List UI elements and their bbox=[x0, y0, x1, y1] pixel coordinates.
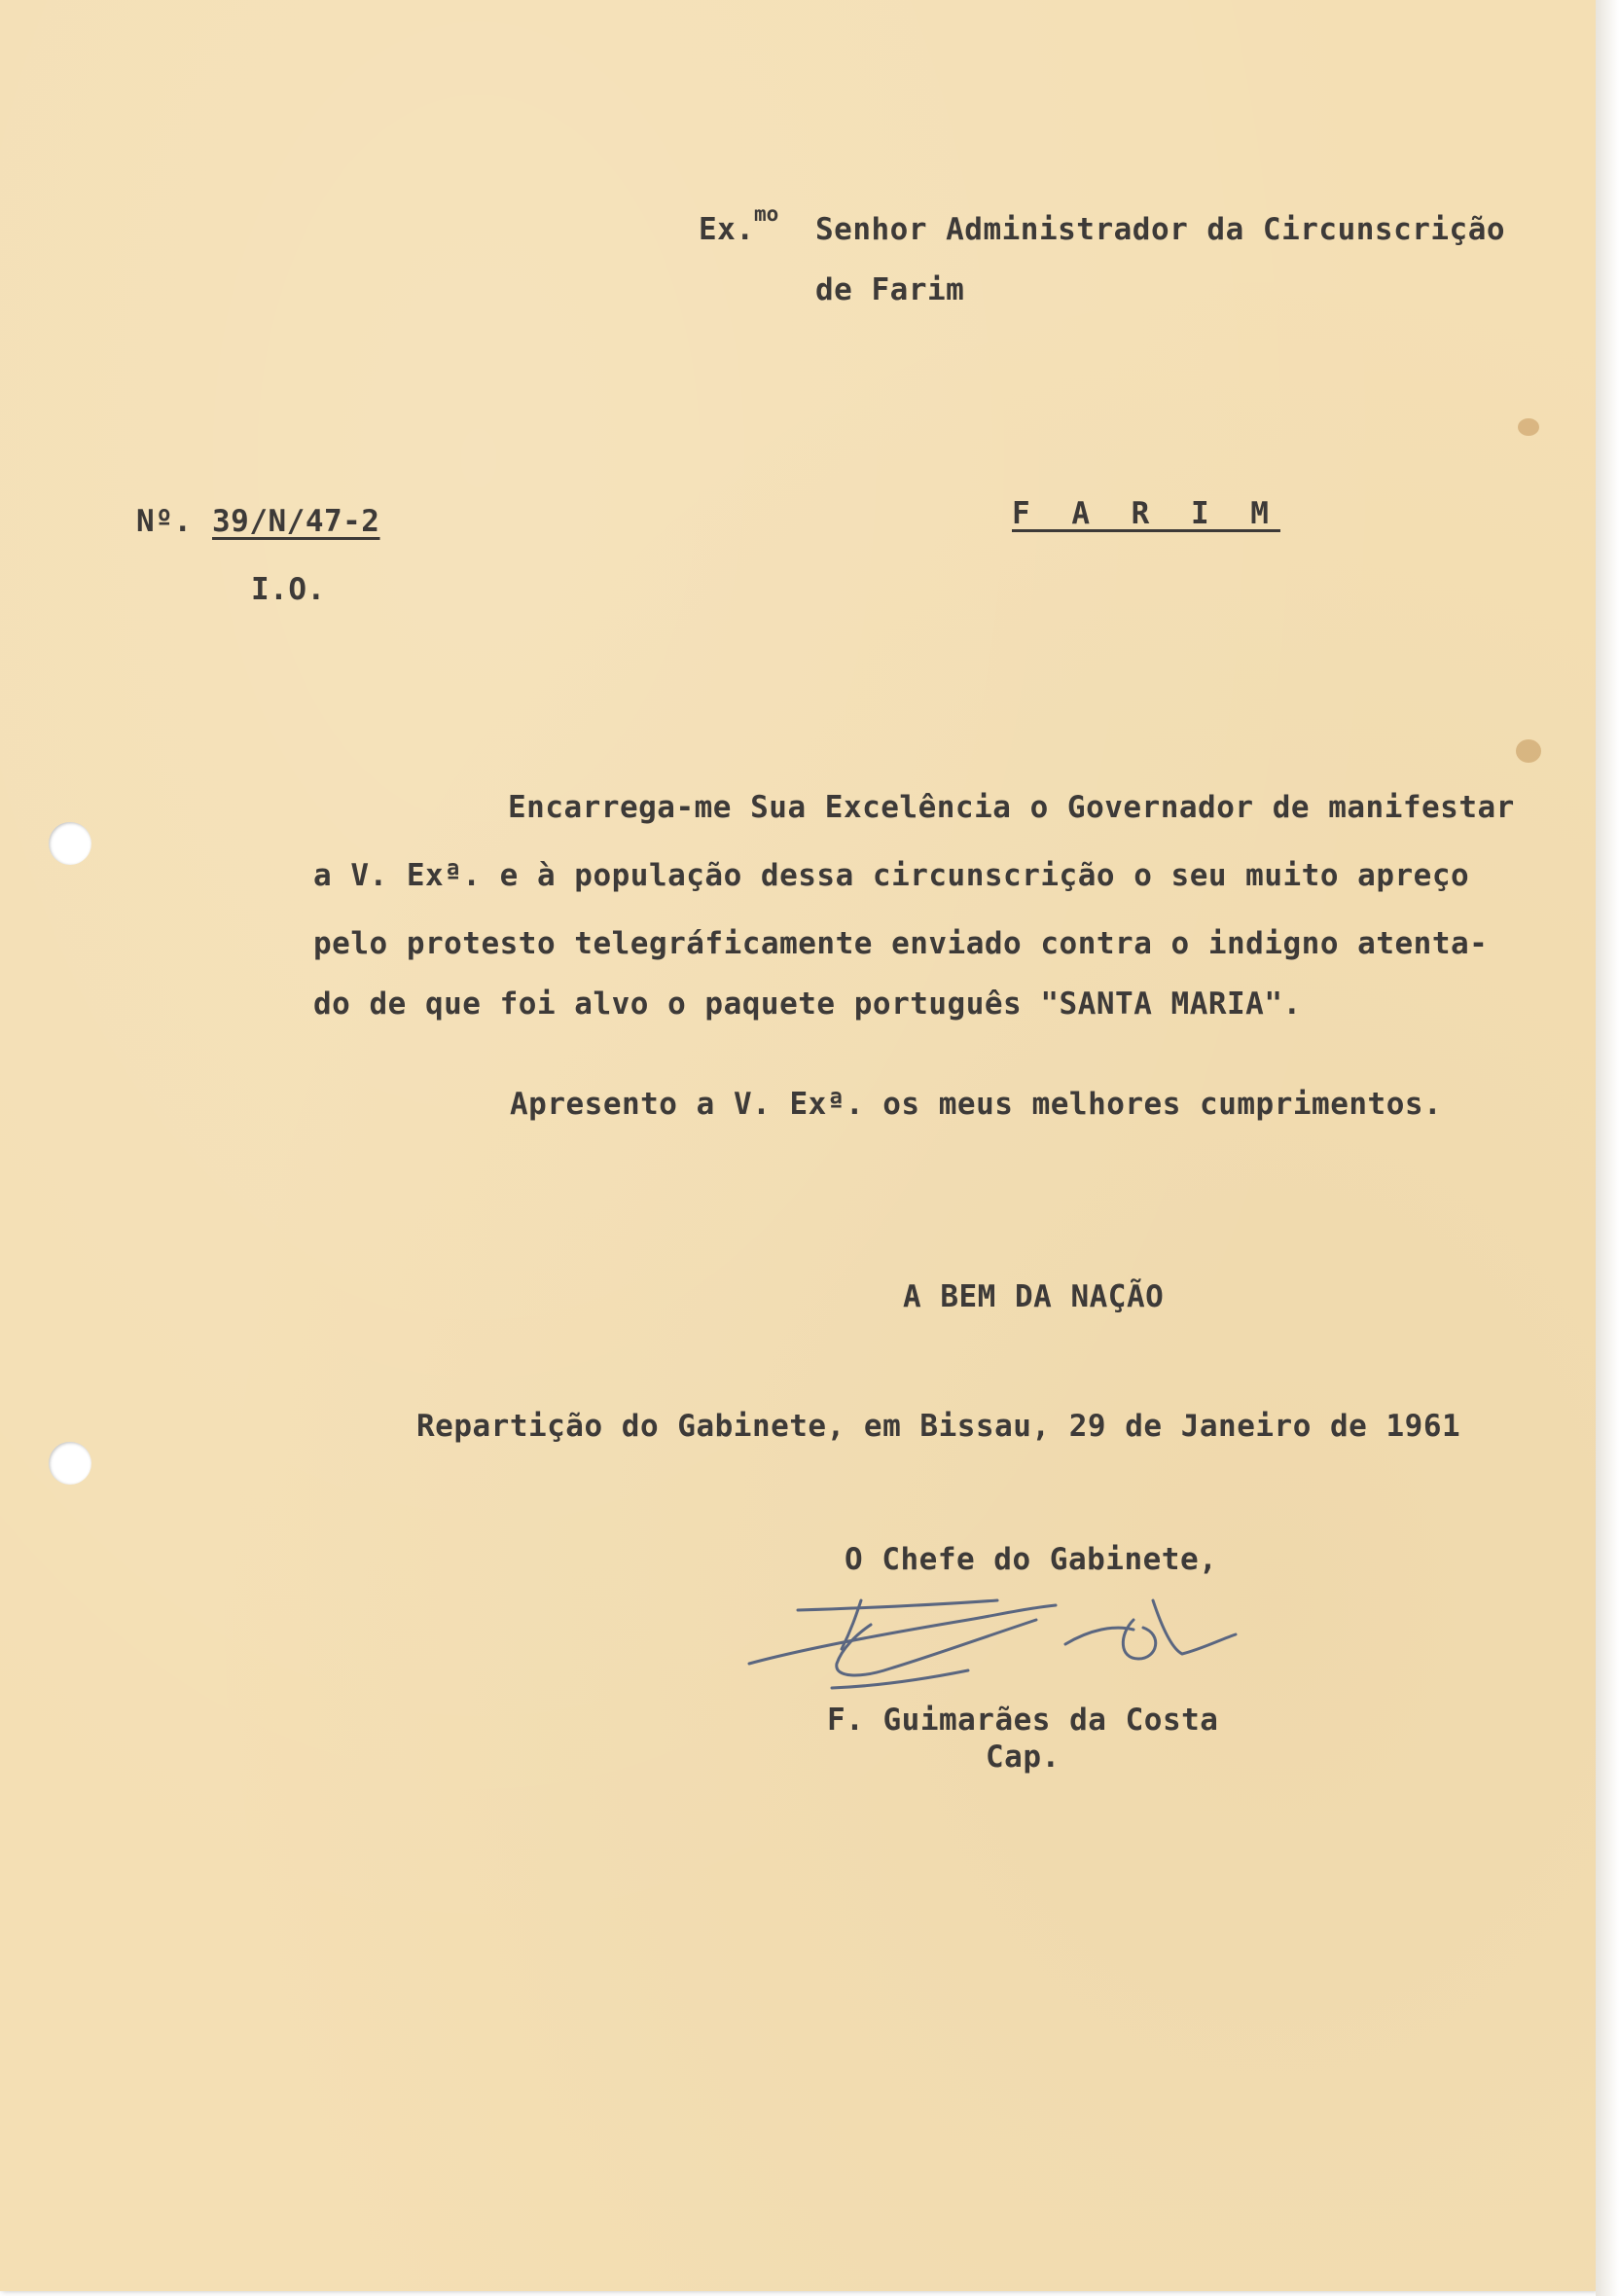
closing-sentence: Apresento a V. Exª. os meus melhores cumprimentos. bbox=[510, 1087, 1443, 1122]
addressee-prefix: Ex. bbox=[699, 212, 755, 247]
addressee-line-2: de Farim bbox=[815, 272, 965, 307]
place-date: Repartição do Gabinete, em Bissau, 29 de Janeiro de 1961 bbox=[416, 1409, 1461, 1444]
body-line-2: a V. Exª. e à população dessa circunscrição o seu muito apreço bbox=[313, 858, 1470, 893]
addressee-superscript: mo bbox=[754, 202, 779, 226]
rust-stain bbox=[1518, 418, 1539, 436]
body-line-1: Encarrega-me Sua Excelência o Governador de manifestar bbox=[508, 790, 1515, 825]
rust-stain bbox=[1516, 739, 1541, 763]
reference-code: I.O. bbox=[251, 572, 326, 607]
punch-hole-bottom bbox=[49, 1442, 91, 1485]
signatory-title: O Chefe do Gabinete, bbox=[845, 1542, 1218, 1577]
page-edge bbox=[1596, 0, 1619, 2296]
signatory-name: F. Guimarães da Costa bbox=[827, 1703, 1219, 1738]
body-line-3: pelo protesto telegráficamente enviado contra o indigno atenta- bbox=[313, 926, 1489, 961]
handwritten-signature bbox=[744, 1581, 1250, 1707]
reference-label: Nº. bbox=[136, 504, 193, 539]
reference-number: 39/N/47-2 bbox=[212, 504, 380, 539]
addressee-line-1: Senhor Administrador da Circunscrição bbox=[815, 212, 1506, 247]
motto: A BEM DA NAÇÃO bbox=[903, 1279, 1165, 1314]
subject-heading: F A R I M bbox=[1012, 496, 1280, 531]
body-line-4: do de que foi alvo o paquete português "SANTA MARIA". bbox=[313, 987, 1302, 1022]
punch-hole-top bbox=[49, 822, 91, 865]
signatory-rank: Cap. bbox=[986, 1740, 1061, 1775]
